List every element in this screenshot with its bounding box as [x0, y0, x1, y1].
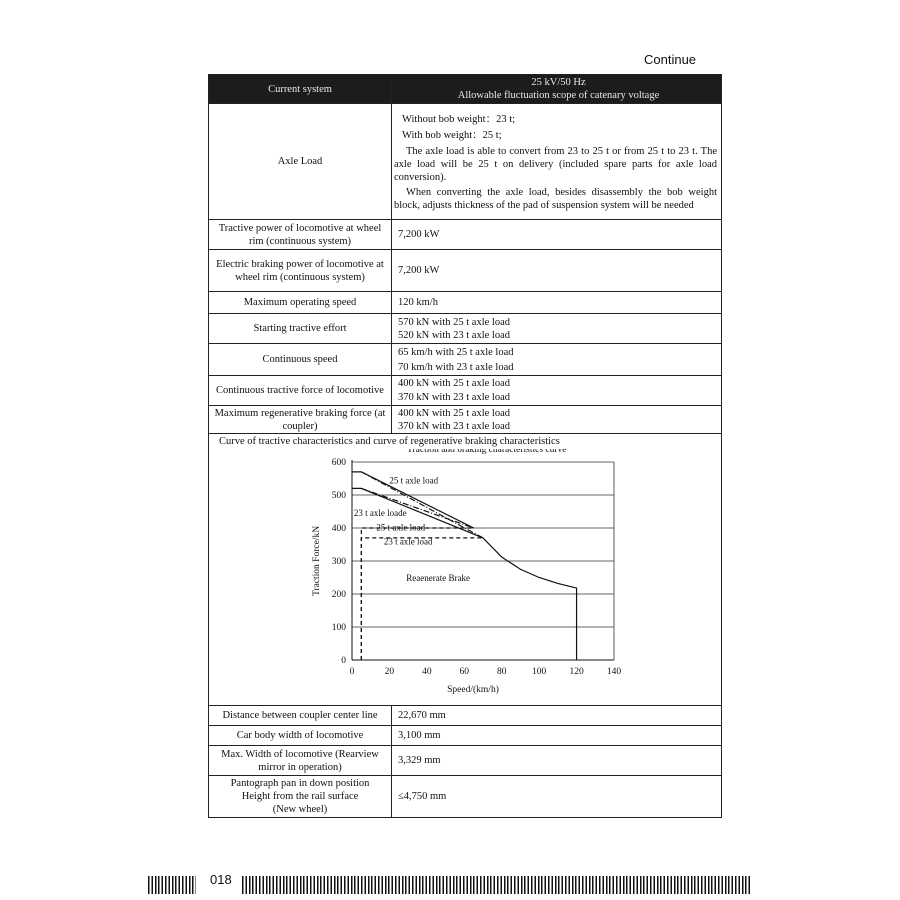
- y-tick-label: 400: [331, 524, 346, 534]
- spec-value: ≤4,750 mm: [392, 776, 722, 818]
- spec-label: Electric braking power of locomotive at wheel rim (continuous system): [209, 250, 392, 292]
- chart-annotation: Reaenerate Brake: [406, 572, 470, 583]
- spec-value: 120 km/h: [392, 292, 722, 314]
- footer-bars-right: [242, 876, 750, 894]
- spec-row: [209, 406, 722, 434]
- spec-row: [209, 726, 722, 746]
- spec-row: [209, 376, 722, 406]
- chart-container: [209, 449, 719, 705]
- spec-value: [392, 376, 722, 406]
- chart-annotation: 23 t axle load: [383, 536, 433, 547]
- x-tick-label: 0: [349, 667, 355, 677]
- spec-value-line: 400 kN with 25 t axle load: [398, 378, 510, 389]
- axle-load-line: With bob weight：25 t;: [402, 129, 502, 141]
- spec-label: Continuous speed: [209, 344, 392, 376]
- spec-label-line: (New wheel): [272, 804, 328, 815]
- x-tick-label: 100: [532, 667, 547, 677]
- spec-value: 7,200 kW: [392, 250, 722, 292]
- spec-row: [209, 746, 722, 776]
- spec-value-line: 400 kN with 25 t axle load: [398, 407, 510, 419]
- traction-chart: [209, 449, 719, 705]
- spec-label: Maximum operating speed: [209, 292, 392, 314]
- spec-value: 22,670 mm: [392, 706, 722, 726]
- header-value: [392, 75, 722, 104]
- spec-value: 3,100 mm: [392, 726, 722, 746]
- spec-value-line: 520 kN with 23 t axle load: [398, 329, 510, 341]
- chart-title: Traction and braking characteristics curve: [407, 449, 567, 455]
- continue-label: Continue: [644, 52, 697, 67]
- x-tick-label: 40: [422, 667, 432, 677]
- spec-label-line: Pantograph pan in down position: [230, 778, 370, 789]
- x-tick-label: 20: [384, 667, 395, 677]
- spec-label: Distance between coupler center line: [209, 706, 392, 726]
- y-tick-label: 600: [331, 458, 346, 468]
- spec-label: Continuous tractive force of locomotive: [209, 376, 392, 406]
- spec-row: [209, 220, 722, 250]
- spec-row: [209, 250, 722, 292]
- spec-label: Starting tractive effort: [209, 314, 392, 344]
- x-axis-label: Speed/(km/h): [447, 685, 499, 695]
- page-footer: [148, 872, 750, 898]
- spec-value: [392, 314, 722, 344]
- header-value-line1: 25 kV/50 Hz: [531, 77, 586, 88]
- axle-load-label: Axle Load: [209, 104, 392, 220]
- curve-row: [209, 434, 722, 706]
- x-tick-label: 120: [569, 667, 584, 677]
- axle-load-line: The axle load is able to convert from 23 to 25 t or from 25 t to 23 t. The axle load will be 25 t on delivery (included spare parts for axle load conversion).: [394, 145, 717, 183]
- spec-row: [209, 776, 722, 818]
- spec-value-line: 65 km/h with 25 t axle load: [398, 346, 514, 358]
- spec-label: [209, 776, 392, 818]
- page-number: 018: [210, 872, 232, 887]
- x-tick-label: 60: [459, 667, 470, 677]
- header-label: Current system: [209, 75, 392, 104]
- header-value-line2: Allowable fluctuation scope of catenary voltage: [457, 90, 660, 101]
- spec-label: Max. Width of locomotive (Rearview mirror in operation): [209, 746, 392, 776]
- curve-cell: [209, 434, 722, 706]
- axle-load-value: [392, 104, 722, 220]
- spec-value: [392, 406, 722, 434]
- spec-row: [209, 706, 722, 726]
- y-tick-label: 200: [331, 590, 346, 600]
- spec-value: 3,329 mm: [392, 746, 722, 776]
- spec-value-line: 370 kN with 23 t axle load: [398, 420, 510, 432]
- spec-row: [209, 292, 722, 314]
- x-tick-label: 140: [606, 667, 622, 677]
- spec-value-line: 70 km/h with 23 t axle load: [398, 361, 514, 373]
- curve-row-label: Curve of tractive characteristics and curve of regenerative braking characteristics: [219, 436, 560, 447]
- chart-annotation: 25 t axle load: [376, 522, 426, 533]
- spec-row: [209, 314, 722, 344]
- axle-load-row: [209, 104, 722, 220]
- axle-load-line: When converting the axle load, besides disassembly the bob weight block, adjusts thickness of the pad of suspension system will be needed: [394, 186, 717, 211]
- y-tick-label: 100: [331, 623, 346, 633]
- spec-value: 7,200 kW: [392, 220, 722, 250]
- spec-label: Maximum regenerative braking force (at coupler): [209, 406, 392, 434]
- spec-label-line: Height from the rail surface: [241, 791, 359, 802]
- header-row: [209, 75, 722, 104]
- series-line: [361, 538, 483, 660]
- x-tick-label: 80: [496, 667, 507, 677]
- spec-row: [209, 344, 722, 376]
- y-tick-label: 0: [341, 656, 346, 666]
- chart-annotation: 23 t axle loade: [353, 508, 407, 519]
- spec-value-line: 570 kN with 25 t axle load: [398, 316, 510, 328]
- y-tick-label: 300: [331, 557, 346, 567]
- spec-value-line: 370 kN with 23 t axle load: [398, 392, 510, 403]
- series-line: [483, 538, 577, 660]
- spec-label: Car body width of locomotive: [209, 726, 392, 746]
- spec-value: [392, 344, 722, 376]
- footer-bars-left: [148, 876, 196, 894]
- y-axis-label: Traction Force/kN: [312, 525, 322, 597]
- spec-table: [208, 74, 722, 818]
- y-tick-label: 500: [331, 491, 346, 501]
- chart-annotation: 25 t axle load: [389, 475, 439, 486]
- spec-label: Tractive power of locomotive at wheel rim (continuous system): [209, 220, 392, 250]
- axle-load-line: Without bob weight：23 t;: [402, 113, 516, 125]
